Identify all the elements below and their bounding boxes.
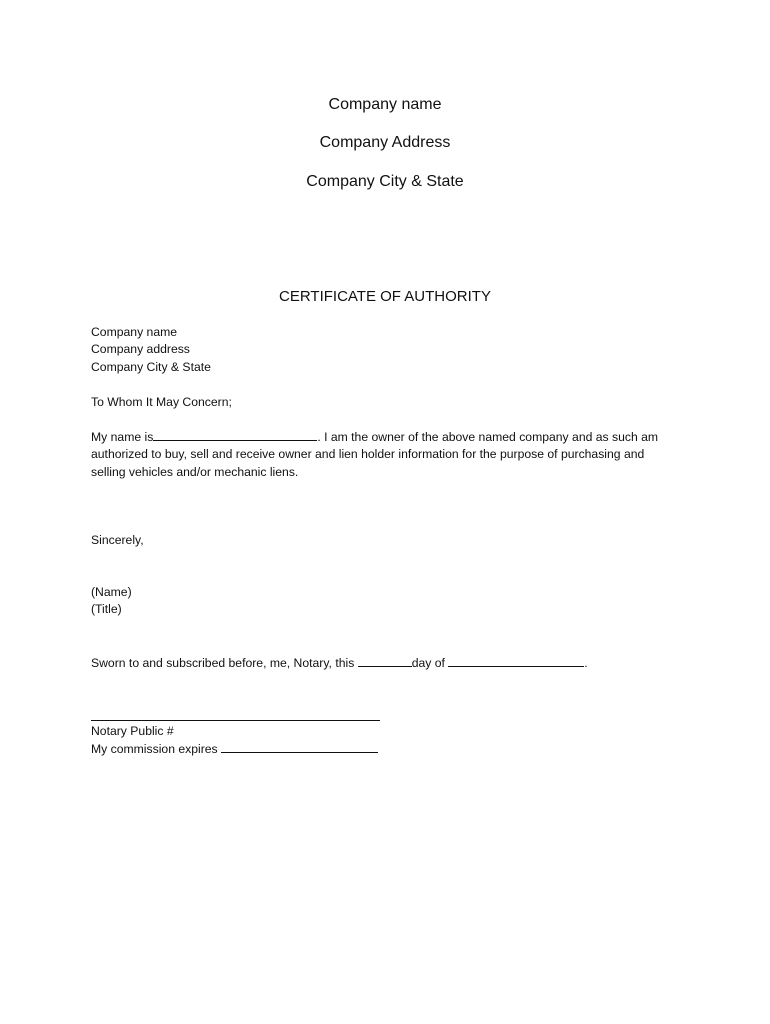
header-company-city-state: Company City & State xyxy=(306,173,464,190)
body-line-2: authorized to buy, sell and receive owner and lien holder information for the purpose of purchasing and xyxy=(91,447,645,462)
recipient-company-name: Company name xyxy=(91,325,178,339)
name-blank-field[interactable] xyxy=(153,428,317,441)
signature-name: (Name) xyxy=(91,585,132,599)
notary-signature-line[interactable] xyxy=(91,720,380,721)
day-blank-field[interactable] xyxy=(358,654,412,667)
sworn-prefix: Sworn to and subscribed before, me, Notary, this xyxy=(91,656,355,670)
signature-title: (Title) xyxy=(91,602,122,617)
commission-expires-label: My commission expires xyxy=(91,742,218,757)
notary-public-label: Notary Public # xyxy=(91,724,174,738)
body-prefix: My name is xyxy=(91,430,154,444)
month-blank-field[interactable] xyxy=(448,654,584,667)
header-company-name: Company name xyxy=(328,96,442,113)
body-paragraph xyxy=(91,428,658,481)
closing: Sincerely, xyxy=(91,533,144,547)
recipient-address xyxy=(91,324,211,376)
commission-line xyxy=(91,740,378,758)
sworn-statement xyxy=(91,654,588,672)
commission-blank-field[interactable] xyxy=(221,740,378,753)
header-company-address: Company Address xyxy=(319,134,451,151)
body-line-3: selling vehicles and/or mechanic liens. xyxy=(91,464,299,479)
day-of-label: day of xyxy=(411,656,445,670)
document-title: CERTIFICATE OF AUTHORITY xyxy=(279,288,491,305)
sworn-period: . xyxy=(584,656,588,670)
salutation: To Whom It May Concern; xyxy=(91,395,232,409)
body-line-1 xyxy=(91,428,658,446)
signature-block xyxy=(91,584,132,619)
body-line-1-rest: . I am the owner of the above named company and as such am xyxy=(317,430,659,444)
recipient-company-address: Company address xyxy=(91,342,190,357)
notary-block xyxy=(91,723,378,759)
recipient-company-city-state: Company City & State xyxy=(91,359,211,374)
